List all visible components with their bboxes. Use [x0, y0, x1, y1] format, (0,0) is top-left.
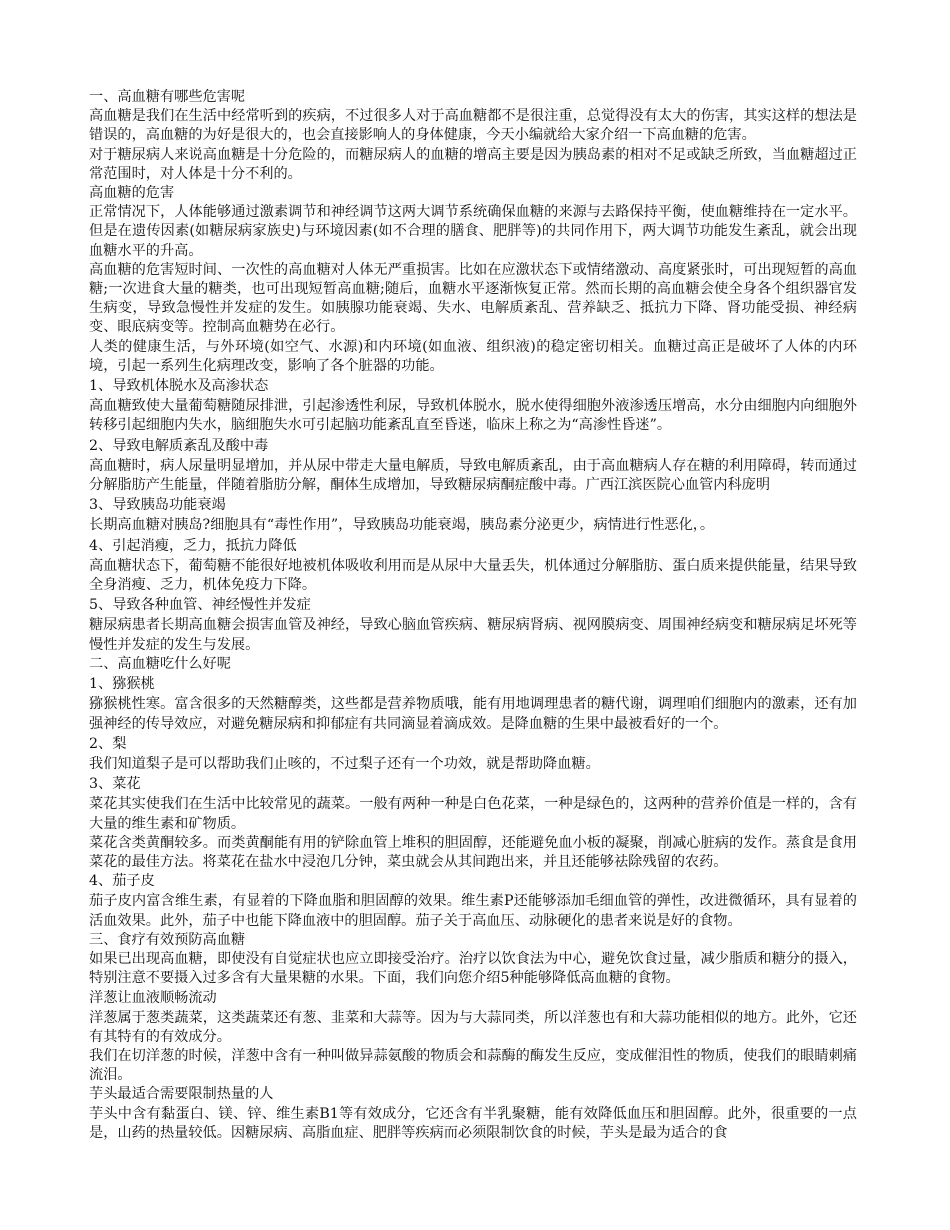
paragraph: 长期高血糖对胰岛?细胞具有“毒性作用”，导致胰岛功能衰竭，胰岛素分泌更少，病情进行性恶化，。 [89, 517, 715, 534]
paragraph: 人类的健康生活，与外环境(如空气、水源)和内环境(如血液、组织液)的稳定密切相关。血糖过高正是破坏了人体的内环境，引起一系列生化病理改变，影响了各个脏器的功能。 [89, 338, 857, 374]
paragraph: 我们在切洋葱的时候，洋葱中含有一种叫做异蒜氨酸的物质会和蒜酶的酶发生反应，变成催泪性的物质，使我们的眼睛刺痛流泪。 [89, 1047, 857, 1084]
section-heading-diet-therapy: 三、食疗有效预防高血糖 [89, 931, 246, 948]
food-heading-taro: 芋头最适合需要限制热量的人 [89, 1086, 274, 1103]
paragraph: 糖尿病患者长期高血糖会损害血管及神经，导致心脑血管疾病、糖尿病肾病、视网膜病变、周围神经病变和糖尿病足坏死等慢性并发症的发生与发展。 [89, 617, 857, 653]
paragraph: 高血糖是我们在生活中经常听到的疾病，不过很多人对于高血糖都不是很注重，总觉得没有太大的伤害，其实这样的想法是错误的，高血糖的为好是很大的，也会直接影响人的身体健康，今天小编就给大家介绍一下高血糖的危害。 [89, 108, 857, 144]
food-heading-eggplant-skin: 4、茄子皮 [89, 873, 155, 890]
paragraph: 茄子皮内富含维生素，有显着的下降血脂和胆固醇的效果。维生素P还能够添加毛细血管的弹性，改进微循环，具有显着的活血效果。此外，茄子中也能下降血液中的胆固醇。茄子关于高血压、动脉硬化的患者来说是好的食物。 [89, 893, 857, 929]
paragraph: 如果已出现高血糖，即使没有自觉症状也应立即接受治疗。治疗以饮食法为中心，避免饮食过量，减少脂质和糖分的摄入，特别注意不要摄入过多含有大量果糖的水果。下面，我们向您介绍5种能够降低高血糖的食物。 [89, 950, 857, 987]
paragraph: 高血糖状态下，葡萄糖不能很好地被机体吸收利用而是从尿中大量丢失，机体通过分解脂肪、蛋白质来提供能量，结果导致全身消瘦、乏力，机体免疫力下降。 [89, 557, 857, 594]
paragraph: 对于糖尿病人来说高血糖是十分危险的，而糖尿病人的血糖的增高主要是因为胰岛素的相对不足或缺乏所致，当血糖超过正常范围时，对人体是十分不利的。 [89, 146, 857, 182]
paragraph: 高血糖时，病人尿量明显增加，并从尿中带走大量电解质，导致电解质紊乱，由于高血糖病人存在糖的利用障碍，转而通过分解脂肪产生能量，伴随着脂肪分解，酮体生成增加，导致糖尿病酮症酸中毒。广西江滨医院心血管内科庞明 [89, 457, 857, 494]
paragraph: 芋头中含有黏蛋白、镁、锌、维生素B1等有效成分，它还含有半乳聚糖，能有效降低血压和胆固醇。此外，很重要的一点是，山药的热量较低。因糖尿病、高脂血症、肥胖等疾病而必须限制饮食的时候，芋头是最为适合的食 [89, 1105, 857, 1141]
food-heading-kiwi: 1、猕猴桃 [89, 676, 155, 693]
paragraph: 正常情况下，人体能够通过激素调节和神经调节这两大调节系统确保血糖的来源与去路保持平衡，使血糖维持在一定水平。但是在遗传因素(如糖尿病家族史)与环境因素(如不合理的膳食、肥胖等)的共同作用下，两大调节功能发生紊乱，就会出现血糖水平的升高。 [89, 204, 857, 259]
paragraph: 高血糖致使大量葡萄糖随尿排泄，引起渗透性利尿，导致机体脱水，脱水使得细胞外液渗透压增高，水分由细胞内向细胞外转移引起细胞内失水，脑细胞失水可引起脑功能紊乱直至昏迷，临床上称之为“高渗性昏迷”。 [89, 398, 857, 434]
list-heading-5: 5、导致各种血管、神经慢性并发症 [89, 597, 311, 614]
food-heading-onion: 洋葱让血液顺畅流动 [89, 990, 217, 1007]
paragraph: 洋葱属于葱类蔬菜，这类蔬菜还有葱、韭菜和大蒜等。因为与大蒜同类，所以洋葱也有和大蒜功能相似的地方。此外，它还有其特有的有效成分。 [89, 1009, 857, 1045]
section-heading-foods: 二、高血糖吃什么好呢 [89, 655, 231, 672]
paragraph: 我们知道梨子是可以帮助我们止咳的，不过梨子还有一个功效，就是帮助降血糖。 [89, 755, 600, 772]
list-heading-2: 2、导致电解质紊乱及酸中毒 [89, 437, 269, 454]
paragraph: 菜花含类黄酮较多。而类黄酮能有用的铲除血管上堆积的胆固醇，还能避免血小板的凝聚，削减心脏病的发作。蒸食是食用菜花的最佳方法。将菜花在盐水中浸泡几分钟，菜虫就会从其间跑出来，并且还能够祛除残留的农药。 [89, 834, 857, 870]
food-heading-pear: 2、梨 [89, 735, 127, 752]
food-heading-cauliflower: 3、菜花 [89, 776, 141, 793]
paragraph: 菜花其实使我们在生活中比较常见的蔬菜。一般有两种一种是白色花菜，一种是绿色的，这两种的营养价值是一样的，含有大量的维生素和矿物质。 [89, 796, 857, 832]
list-heading-3: 3、导致胰岛功能衰竭 [89, 497, 226, 514]
list-heading-4: 4、引起消瘦，乏力，抵抗力降低 [89, 537, 297, 554]
paragraph: 猕猴桃性寒。富含很多的天然糖醇类，这些都是营养物质哦，能有用地调理患者的糖代谢，调理咱们细胞内的激素，还有加强神经的传导效应，对避免糖尿病和抑郁症有共同滴显着滴成效。是降血糖的生果中最被看好的一个。 [89, 696, 857, 732]
list-heading-1: 1、导致机体脱水及高渗状态 [89, 378, 269, 395]
paragraph: 高血糖的危害短时间、一次性的高血糖对人体无严重损害。比如在应激状态下或情绪激动、高度紧张时，可出现短暂的高血糖;一次进食大量的糖类，也可出现短暂高血糖;随后，血糖水平逐渐恢复正常。然而长期的高血糖会使全身各个组织器官发生病变，导致急慢性并发症的发生。如胰腺功能衰竭、失水、电解质紊乱、营养缺乏、抵抗力下降、肾功能受损、神经病变、眼底病变等。控制高血糖势在必行。 [89, 261, 857, 336]
subheading-hazards: 高血糖的危害 [89, 185, 175, 202]
section-heading-hazards: 一、高血糖有哪些危害呢 [89, 89, 246, 105]
document-body [89, 88, 857, 1143]
